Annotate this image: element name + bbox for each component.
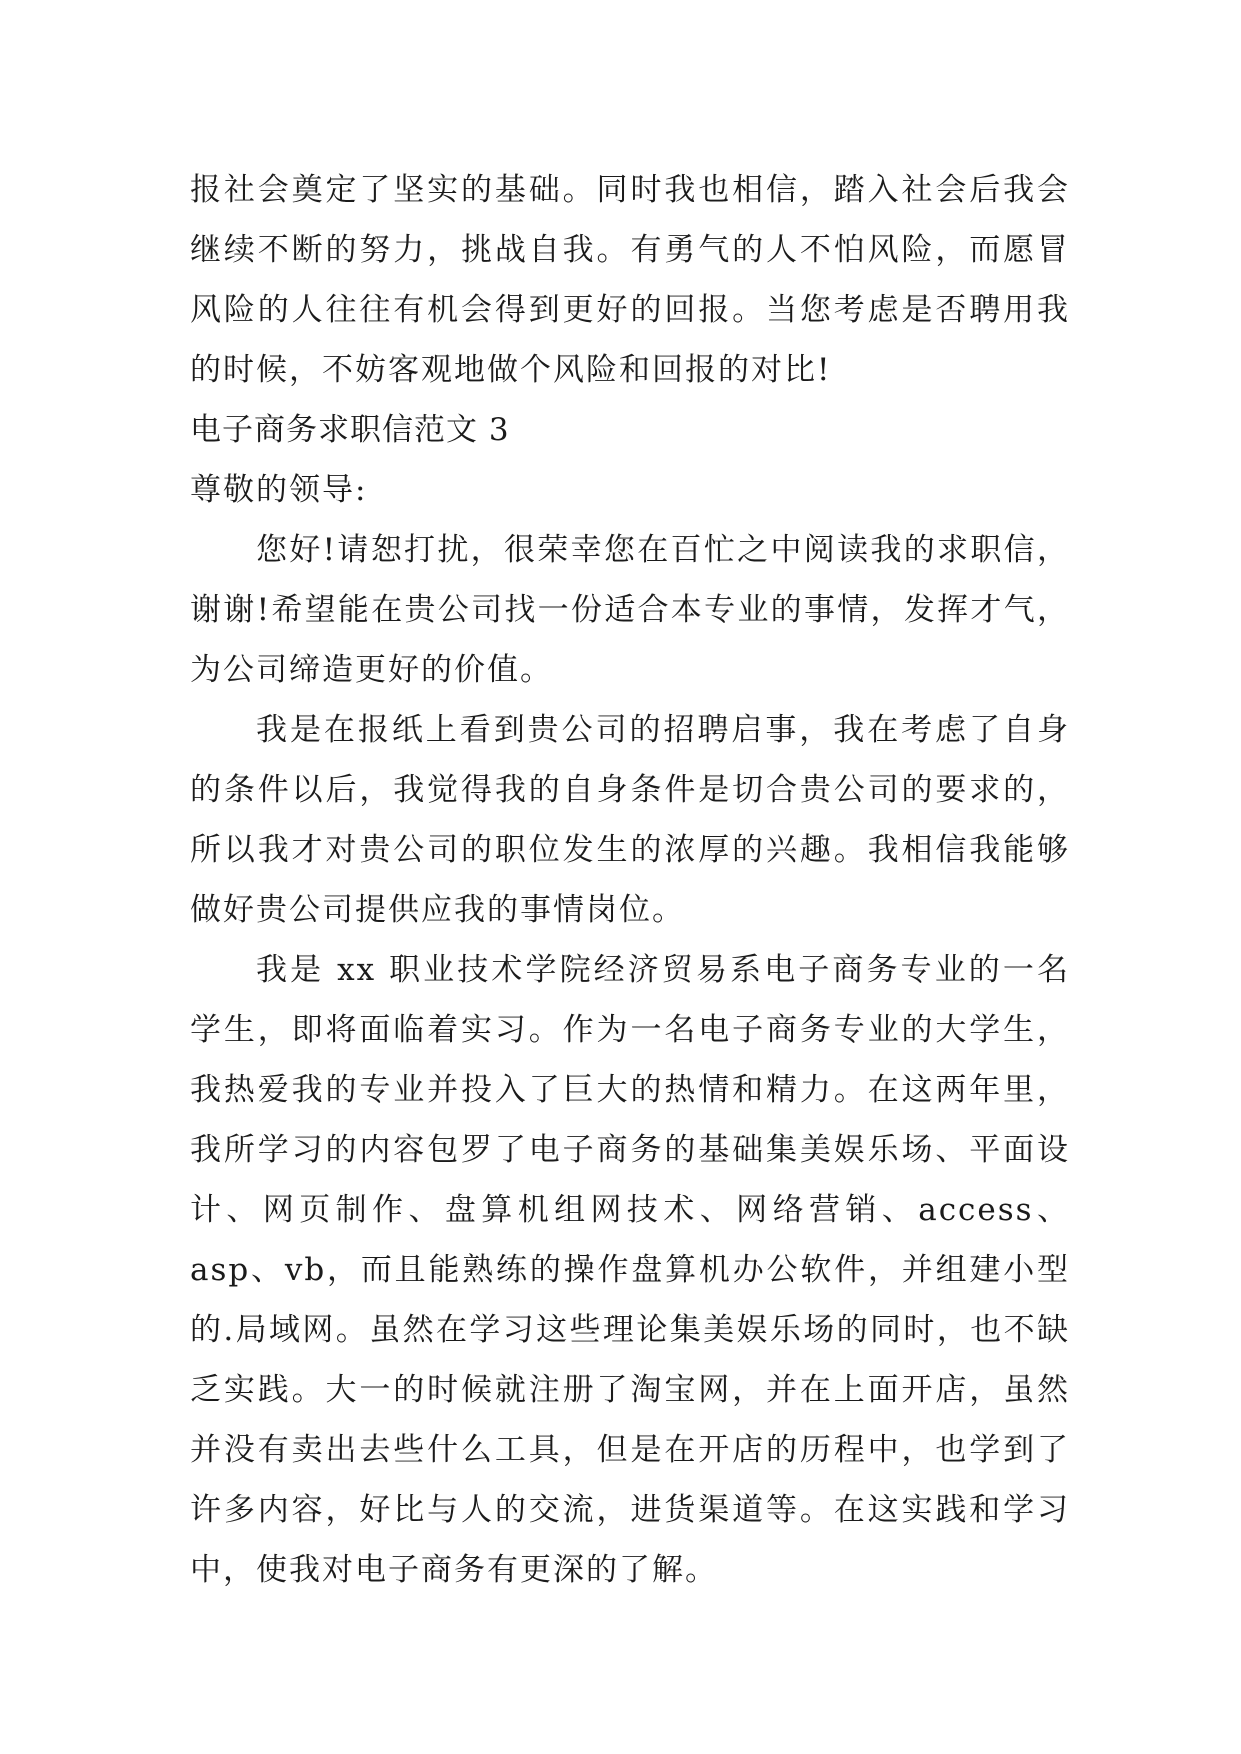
continuation-paragraph: 报社会奠定了坚实的基础。同时我也相信，踏入社会后我会继续不断的努力，挑战自我。有勇气的人不怕风险，而愿冒风险的人往往有机会得到更好的回报。当您考虑是否聘用我的时候，不妨客观地做个风险和回报的对比! [190,172,1070,388]
document-body [190,160,1070,1600]
body-paragraph-1: 您好!请恕打扰，很荣幸您在百忙之中阅读我的求职信，谢谢!希望能在贵公司找一份适合本专业的事情，发挥才气，为公司缔造更好的价值。 [190,532,1070,688]
salutation: 尊敬的领导: [190,472,368,508]
body-paragraph-2: 我是在报纸上看到贵公司的招聘启事，我在考虑了自身的条件以后，我觉得我的自身条件是切合贵公司的要求的，所以我才对贵公司的职位发生的浓厚的兴趣。我相信我能够做好贵公司提供应我的事情岗位。 [190,712,1070,928]
body-paragraph-3: 我是 xx 职业技术学院经济贸易系电子商务专业的一名学生，即将面临着实习。作为一名电子商务专业的大学生，我热爱我的专业并投入了巨大的热情和精力。在这两年里，我所学习的内容包罗了电子商务的基础集美娱乐场、平面设计、网页制作、盘算机组网技术、网络营销、access、asp、vb，而且能熟练的操作盘算机办公软件，并组建小型的.局域网。虽然在学习这些理论集美娱乐场的同时，也不缺乏实践。大一的时候就注册了淘宝网，并在上面开店，虽然并没有卖出去些什么工具，但是在开店的历程中，也学到了许多内容，好比与人的交流，进货渠道等。在这实践和学习中，使我对电子商务有更深的了解。 [190,952,1070,1588]
section-title: 电子商务求职信范文 3 [190,412,510,448]
